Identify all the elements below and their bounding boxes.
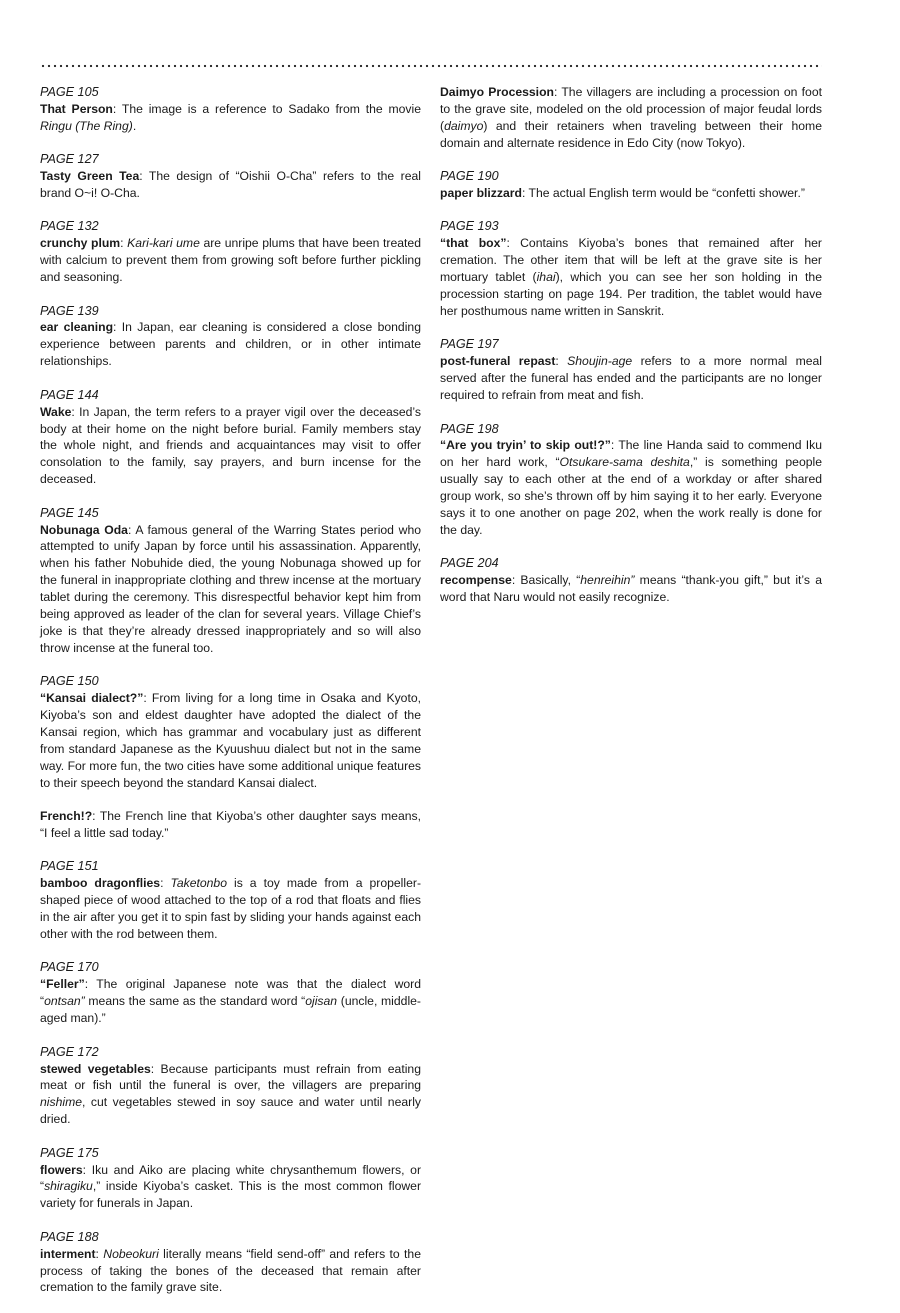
italic-term: ontsan” <box>44 994 85 1009</box>
note-term: recompense <box>440 573 512 588</box>
note-term: Nobunaga Oda <box>40 522 128 537</box>
note-text: : The line Handa said to commend Iku on her hard work, “ <box>440 438 823 470</box>
note-block <box>440 218 822 319</box>
note-term: bamboo dragonflies <box>40 876 161 891</box>
page-reference: PAGE 127 <box>40 152 99 167</box>
italic-term: Nobeokuri <box>103 1246 159 1261</box>
note-block <box>40 84 421 135</box>
note-block <box>40 959 421 1027</box>
note-block <box>40 1145 421 1213</box>
note-entry <box>40 976 421 1027</box>
note-text: means “thank-you gift,” but it’s a word that Naru would not easily recognize. <box>440 573 823 605</box>
note-term: stewed vegetables <box>40 1061 151 1076</box>
italic-term: nishime <box>40 1095 82 1110</box>
note-text: : Iku and Aiko are placing white chrysanthemum flowers, or “ <box>40 1162 421 1194</box>
page-reference: PAGE 170 <box>40 960 99 975</box>
page-reference: PAGE 198 <box>440 421 499 436</box>
page-reference: PAGE 193 <box>440 219 499 234</box>
note-block <box>440 336 822 404</box>
italic-term: Shoujin-age <box>567 354 633 369</box>
italic-term: ojisan <box>305 994 338 1009</box>
note-entry <box>440 353 822 404</box>
note-text: : <box>555 354 568 369</box>
note-entry <box>40 168 421 202</box>
note-entry <box>440 84 822 152</box>
italic-term: daimyo <box>444 118 484 133</box>
note-term: “Are you tryin’ to skip out!?” <box>440 438 611 453</box>
note-entry <box>40 875 421 943</box>
note-text: , cut vegetables stewed in soy sauce and water until nearly dried. <box>40 1095 421 1127</box>
note-text: literally means “field send-off” and refers to the process of taking the bones of the deceased that remain after cremation to the family grave site. <box>40 1246 421 1295</box>
note-term: post-funeral repast <box>440 354 556 369</box>
note-entry <box>440 185 822 202</box>
note-text: means the same as the standard word “ <box>84 994 306 1009</box>
note-entry <box>440 437 822 538</box>
note-block <box>40 387 421 488</box>
note-term: crunchy plum <box>40 236 121 251</box>
note-text: is a toy made from a propeller-shaped piece of wood attached to the top of a rod that floats and flies in the air after you get it to spin fast by sliding your hands against each other with the rod between them. <box>40 876 421 942</box>
italic-term: ihai <box>536 270 556 285</box>
italic-term: Otsukare-sama deshita <box>559 455 690 470</box>
note-block <box>440 555 822 606</box>
note-entry <box>440 235 822 320</box>
page-reference: PAGE 151 <box>40 859 99 874</box>
italic-term: Kari-kari ume <box>127 236 200 251</box>
page-reference: PAGE 144 <box>40 387 99 402</box>
note-term: “Feller” <box>40 977 85 992</box>
note-entry <box>40 404 421 489</box>
note-text: : The design of “Oishii O-Cha” refers to the real brand O~i! O-Cha. <box>40 169 421 201</box>
italic-term: Ringu (The Ring) <box>40 118 133 133</box>
note-block <box>440 84 822 152</box>
note-entry <box>40 1061 421 1129</box>
note-text: : <box>120 236 128 251</box>
note-block <box>40 1044 421 1129</box>
italic-term: shiragiku <box>44 1179 93 1194</box>
page-reference: PAGE 150 <box>40 674 99 689</box>
note-entry <box>40 690 421 791</box>
note-term: flowers <box>40 1162 83 1177</box>
note-entry <box>40 319 421 370</box>
note-text: : Because participants must refrain from eating meat or fish until the funeral is over, the villagers are preparing <box>40 1061 421 1093</box>
note-text: : From living for a long time in Osaka and Kyoto, Kiyoba’s son and eldest daughter have adopted the dialect of the Kansai region, which has grammar and vocabulary just as different from standard Japanese as the Kyuushuu dialect but not in the same way. For more fun, the two cities have some additional unique features to their speech beyond the standard Kansai dialect. <box>40 691 421 790</box>
note-term: French!? <box>40 809 93 824</box>
italic-term: Taketonbo <box>170 876 227 891</box>
left-column <box>40 84 421 1313</box>
note-text: : Basically, “ <box>511 573 581 588</box>
note-text: ,” is something people usually say to each other at the end of a workday or after shared group work, so she’s thrown off by him saying it to her early. Everyone says it to one another on page 202, when the work really is done for the day. <box>440 455 823 537</box>
page-reference: PAGE 105 <box>40 85 99 99</box>
note-block <box>440 168 822 202</box>
note-term: “Kansai dialect?” <box>40 691 144 706</box>
note-block <box>440 421 822 539</box>
note-entry <box>40 235 421 286</box>
note-text: : <box>95 1246 104 1261</box>
note-text: . <box>132 118 137 133</box>
note-text: : The original Japanese note was that the dialect word “ <box>40 977 421 1009</box>
page-reference: PAGE 204 <box>440 556 499 571</box>
note-text: : In Japan, ear cleaning is considered a close bonding experience between parents and children, or in other intimate relationships. <box>40 320 421 369</box>
note-text: ), which you can see her son holding in the procession starting on page 194. Per tradition, the tablet would have her posthumous name written in Sanskrit. <box>440 270 822 318</box>
note-entry <box>40 808 421 842</box>
note-term: Wake <box>40 404 72 419</box>
page-reference: PAGE 132 <box>40 219 99 234</box>
note-text: are unripe plums that have been treated with calcium to prevent them from growing soft before further pickling and seasoning. <box>40 236 421 285</box>
note-text: : In Japan, the term refers to a prayer vigil over the deceased’s body at their home on the night before burial. Family members stay the whole night, and friends and acquaintances may visit to offer consolation to the family, say prayers, and burn incense for the deceased. <box>40 404 421 487</box>
note-text: : The actual English term would be “confetti shower.” <box>521 186 805 201</box>
note-text: refers to a more normal meal served after the funeral has ended and the participants are no longer required to refrain from meat and fish. <box>440 354 822 403</box>
note-text: : The French line that Kiyoba’s other daughter says means, “I feel a little sad today.” <box>40 809 421 841</box>
note-term: Tasty Green Tea <box>40 169 140 184</box>
page-reference: PAGE 139 <box>40 303 99 318</box>
italic-term: henreihin” <box>580 573 635 588</box>
note-block <box>40 218 421 286</box>
note-term: ear cleaning <box>40 320 114 335</box>
page-reference: PAGE 188 <box>40 1229 99 1244</box>
note-block <box>40 303 421 371</box>
note-text: : Contains Kiyoba’s bones that remained after her cremation. The other item that will be left at the grave site is her mortuary tablet ( <box>440 236 822 285</box>
note-entry <box>440 572 822 606</box>
note-text: : A famous general of the Warring States period who attempted to unify Japan by force until his assassination. Apparently, when his father Nobuhide died, the young Nobunaga showed up for the funeral in inappropriate clothing and threw incense at the mortuary tablet during the ceremony. This disrespectful behavior kept him from being approved as leader of the clan for several years. Village Chief’s joke is that they’re already dressed inappropriately and so will also throw incense at the funeral too. <box>40 522 421 655</box>
note-text: ) and their retainers when traveling between their home domain and alternate residence in Edo City (now Tokyo). <box>440 118 822 150</box>
dotted-rule <box>40 64 822 68</box>
page-reference: PAGE 197 <box>440 337 499 352</box>
page-reference: PAGE 175 <box>40 1145 99 1160</box>
right-column <box>440 84 822 623</box>
note-block <box>40 858 421 943</box>
note-block <box>40 505 421 657</box>
page-reference: PAGE 190 <box>440 169 499 184</box>
note-text: : <box>160 876 171 891</box>
note-text: (uncle, middle-aged man).” <box>40 994 421 1026</box>
note-text: : The image is a reference to Sadako from the movie <box>112 101 421 116</box>
note-term: “that box” <box>440 236 507 251</box>
note-entry <box>40 1162 421 1213</box>
note-block <box>40 151 421 202</box>
note-term: paper blizzard <box>440 186 522 201</box>
note-block <box>40 673 421 842</box>
note-text: ,” inside Kiyoba’s casket. This is the most common flower variety for funerals in Japan. <box>40 1179 421 1211</box>
note-entry <box>40 101 421 135</box>
note-block <box>40 1229 421 1297</box>
note-entry <box>40 522 421 657</box>
note-entry <box>40 1246 421 1297</box>
note-term: interment <box>40 1246 96 1261</box>
page-reference: PAGE 172 <box>40 1044 99 1059</box>
note-term: Daimyo Procession <box>440 85 554 99</box>
note-text: : The villagers are including a procession on foot to the grave site, modeled on the old procession of major feudal lords ( <box>440 85 822 133</box>
note-term: That Person <box>40 101 113 116</box>
page-reference: PAGE 145 <box>40 505 99 520</box>
